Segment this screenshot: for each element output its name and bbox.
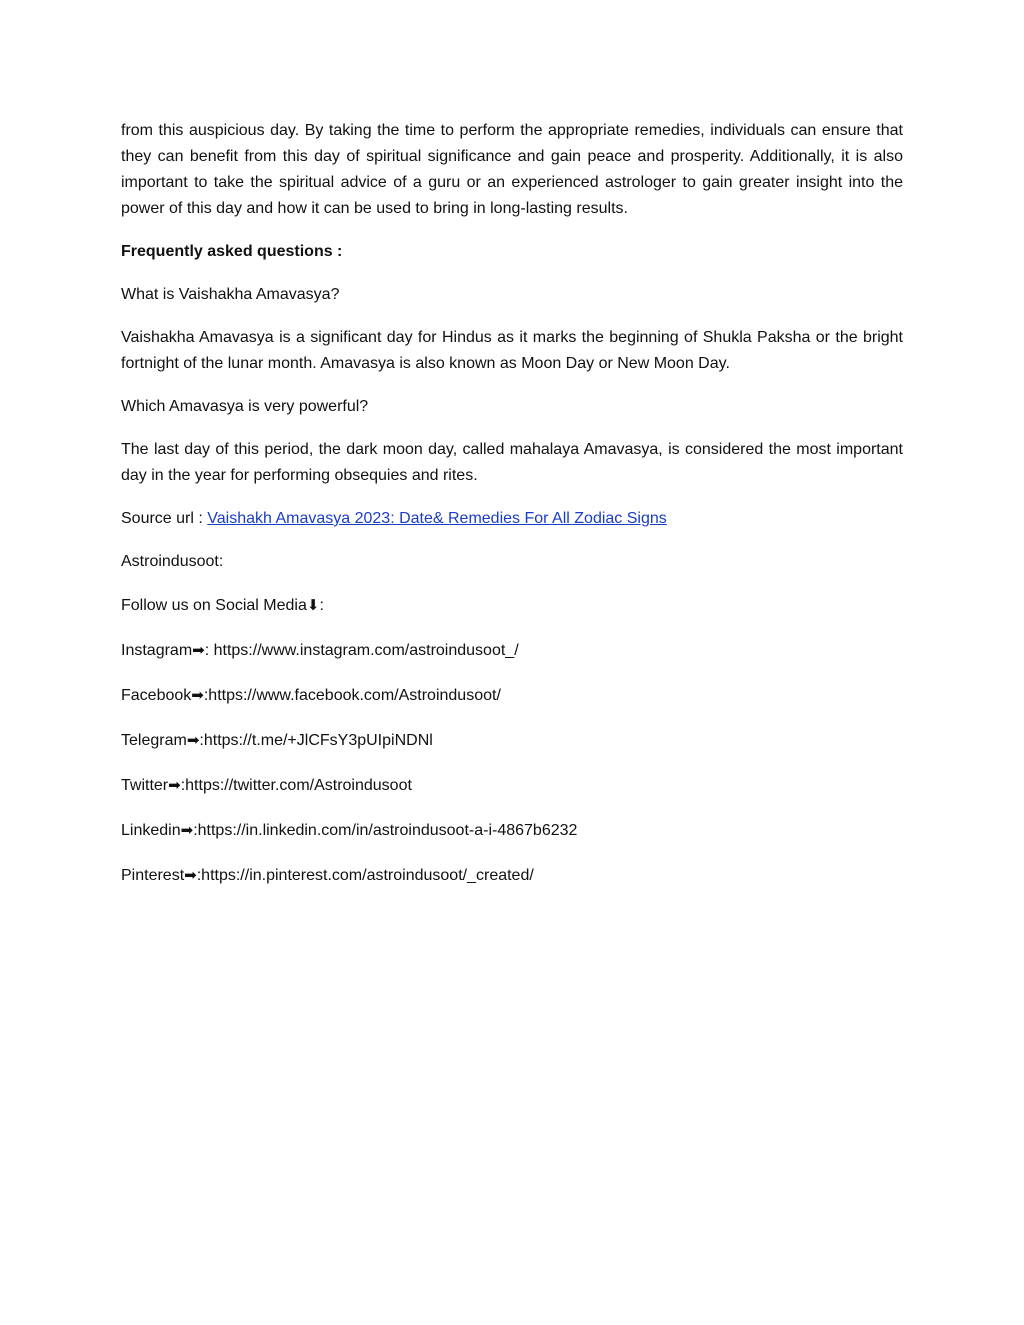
social-separator: :	[203, 687, 209, 704]
follow-line	[121, 592, 903, 619]
linkedin-url[interactable]: https://in.linkedin.com/in/astroindusoot-a-i-4867b6232	[197, 822, 578, 839]
right-arrow-icon: ➡	[191, 686, 204, 704]
source-link[interactable]: Vaishakh Amavasya 2023: Date& Remedies For All Zodiac Signs	[207, 510, 667, 527]
social-name: Pinterest	[121, 867, 185, 884]
follow-suffix: :	[319, 597, 324, 614]
social-item-linkedin	[121, 817, 903, 844]
social-separator: :	[204, 642, 214, 659]
right-arrow-icon: ➡	[168, 776, 181, 794]
faq-question-2: Which Amavasya is very powerful?	[121, 398, 369, 415]
social-separator: :	[199, 732, 204, 749]
pinterest-url[interactable]: https://in.pinterest.com/astroindusoot/_created/	[201, 867, 534, 884]
facebook-url[interactable]: https://www.facebook.com/Astroindusoot/	[208, 687, 501, 704]
faq-answer-2: The last day of this period, the dark moon day, called mahalaya Amavasya, is considered the most important day in the year for performing obsequies and rites.	[121, 441, 903, 484]
social-separator: :	[196, 867, 202, 884]
social-item-pinterest	[121, 862, 903, 889]
source-line	[121, 506, 903, 532]
social-name: Twitter	[121, 777, 169, 794]
social-name: Facebook	[121, 687, 192, 704]
instagram-url[interactable]: https://www.instagram.com/astroindusoot_/	[213, 642, 519, 659]
faq-answer-1: Vaishakha Amavasya is a significant day for Hindus as it marks the beginning of Shukla Paksha or the bright fortnight of the lunar month. Amavasya is also known as Moon Day or New Moon Day.	[121, 329, 903, 372]
intro-paragraph: from this auspicious day. By taking the time to perform the appropriate remedies, individuals can ensure that they can benefit from this day of spiritual significance and gain peace and prosperity. Additionally, it is also important to take the spiritual advice of a guru or an experienced astrologer to gain greater insight into the power of this day and how it can be used to bring in long-lasting results.	[121, 122, 903, 217]
social-name: Telegram	[121, 732, 187, 749]
social-item-twitter	[121, 772, 903, 799]
social-separator: :	[193, 822, 198, 839]
social-name: Instagram	[121, 642, 193, 659]
source-label: Source url :	[121, 510, 208, 527]
down-arrow-icon: ⬇	[306, 596, 320, 614]
right-arrow-icon: ➡	[192, 641, 205, 659]
twitter-url[interactable]: https://twitter.com/Astroindusoot	[185, 777, 412, 794]
faq-question-1: What is Vaishakha Amavasya?	[121, 286, 340, 303]
social-item-facebook	[121, 682, 903, 709]
social-item-instagram	[121, 637, 903, 664]
social-item-telegram	[121, 727, 903, 754]
right-arrow-icon: ➡	[186, 731, 200, 749]
social-separator: :	[180, 777, 186, 794]
faq-heading: Frequently asked questions :	[121, 243, 343, 260]
brand-name: Astroindusoot:	[121, 553, 224, 570]
social-name: Linkedin	[121, 822, 181, 839]
right-arrow-icon: ➡	[184, 866, 197, 884]
document-page	[121, 118, 903, 907]
telegram-url[interactable]: https://t.me/+JlCFsY3pUIpiNDNl	[203, 732, 433, 749]
follow-text: Follow us on Social Media	[121, 597, 307, 614]
right-arrow-icon: ➡	[180, 821, 194, 839]
